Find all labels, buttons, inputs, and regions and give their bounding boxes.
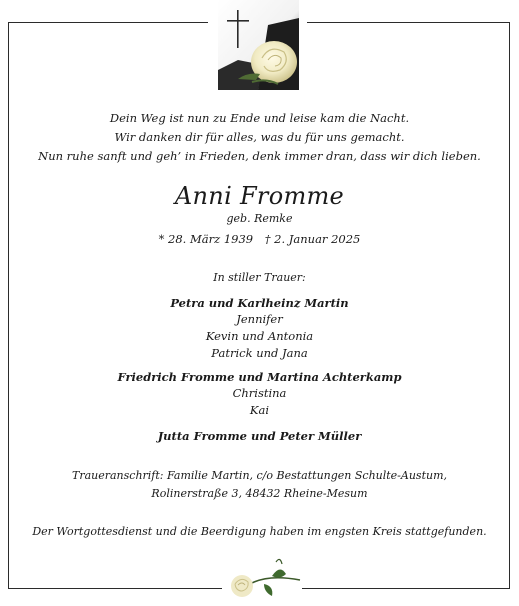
life-dates [0, 231, 519, 247]
service-note: Der Wortgottesdienst und die Beerdigung haben im engsten Kreis stattgefunden. [32, 525, 487, 538]
poem-line: Nun ruhe sanft und geh’ in Frieden, denk immer dran, dass wir dich lieben. [38, 149, 481, 163]
poem-line: Wir danken dir für alles, was du für uns gemacht. [114, 130, 405, 144]
deceased-name: Anni Fromme [174, 182, 345, 210]
family-head: Petra und Karlheinz Martin [170, 296, 349, 310]
cross-rose-emblem [218, 0, 299, 90]
family-group [0, 369, 519, 419]
family-member: Kevin und Antonia [205, 329, 314, 343]
family-head: Friedrich Fromme und Martina Achterkamp [117, 370, 402, 384]
birth-name: geb. Remke [226, 212, 293, 225]
death-date: † 2. Januar 2025 [264, 232, 361, 246]
family-group [0, 428, 519, 444]
frame-bottom-left [8, 588, 222, 589]
family-member: Christina [232, 386, 287, 400]
family-member: Kai [249, 403, 270, 417]
frame-top-left [8, 22, 208, 23]
birth-date: * 28. März 1939 [158, 232, 254, 246]
family-head: Jutta Fromme und Peter Müller [157, 429, 362, 443]
family-member: Jennifer [236, 312, 283, 326]
poem-line: Dein Weg ist nun zu Ende und leise kam die Nacht. [109, 111, 410, 125]
address-line: Rolinerstraße 3, 48432 Rheine-Mesum [151, 487, 368, 500]
family-group [0, 295, 519, 362]
address-line: Traueranschrift: Familie Martin, c/o Bestattungen Schulte-Austum, [71, 469, 448, 482]
mourning-label: In stiller Trauer: [213, 271, 306, 284]
bottom-rose-icon [228, 556, 308, 602]
frame-top-right [307, 22, 510, 23]
funeral-address [0, 467, 519, 503]
poem [0, 109, 519, 166]
family-member: Patrick und Jana [211, 346, 308, 360]
frame-bottom-right [302, 588, 510, 589]
